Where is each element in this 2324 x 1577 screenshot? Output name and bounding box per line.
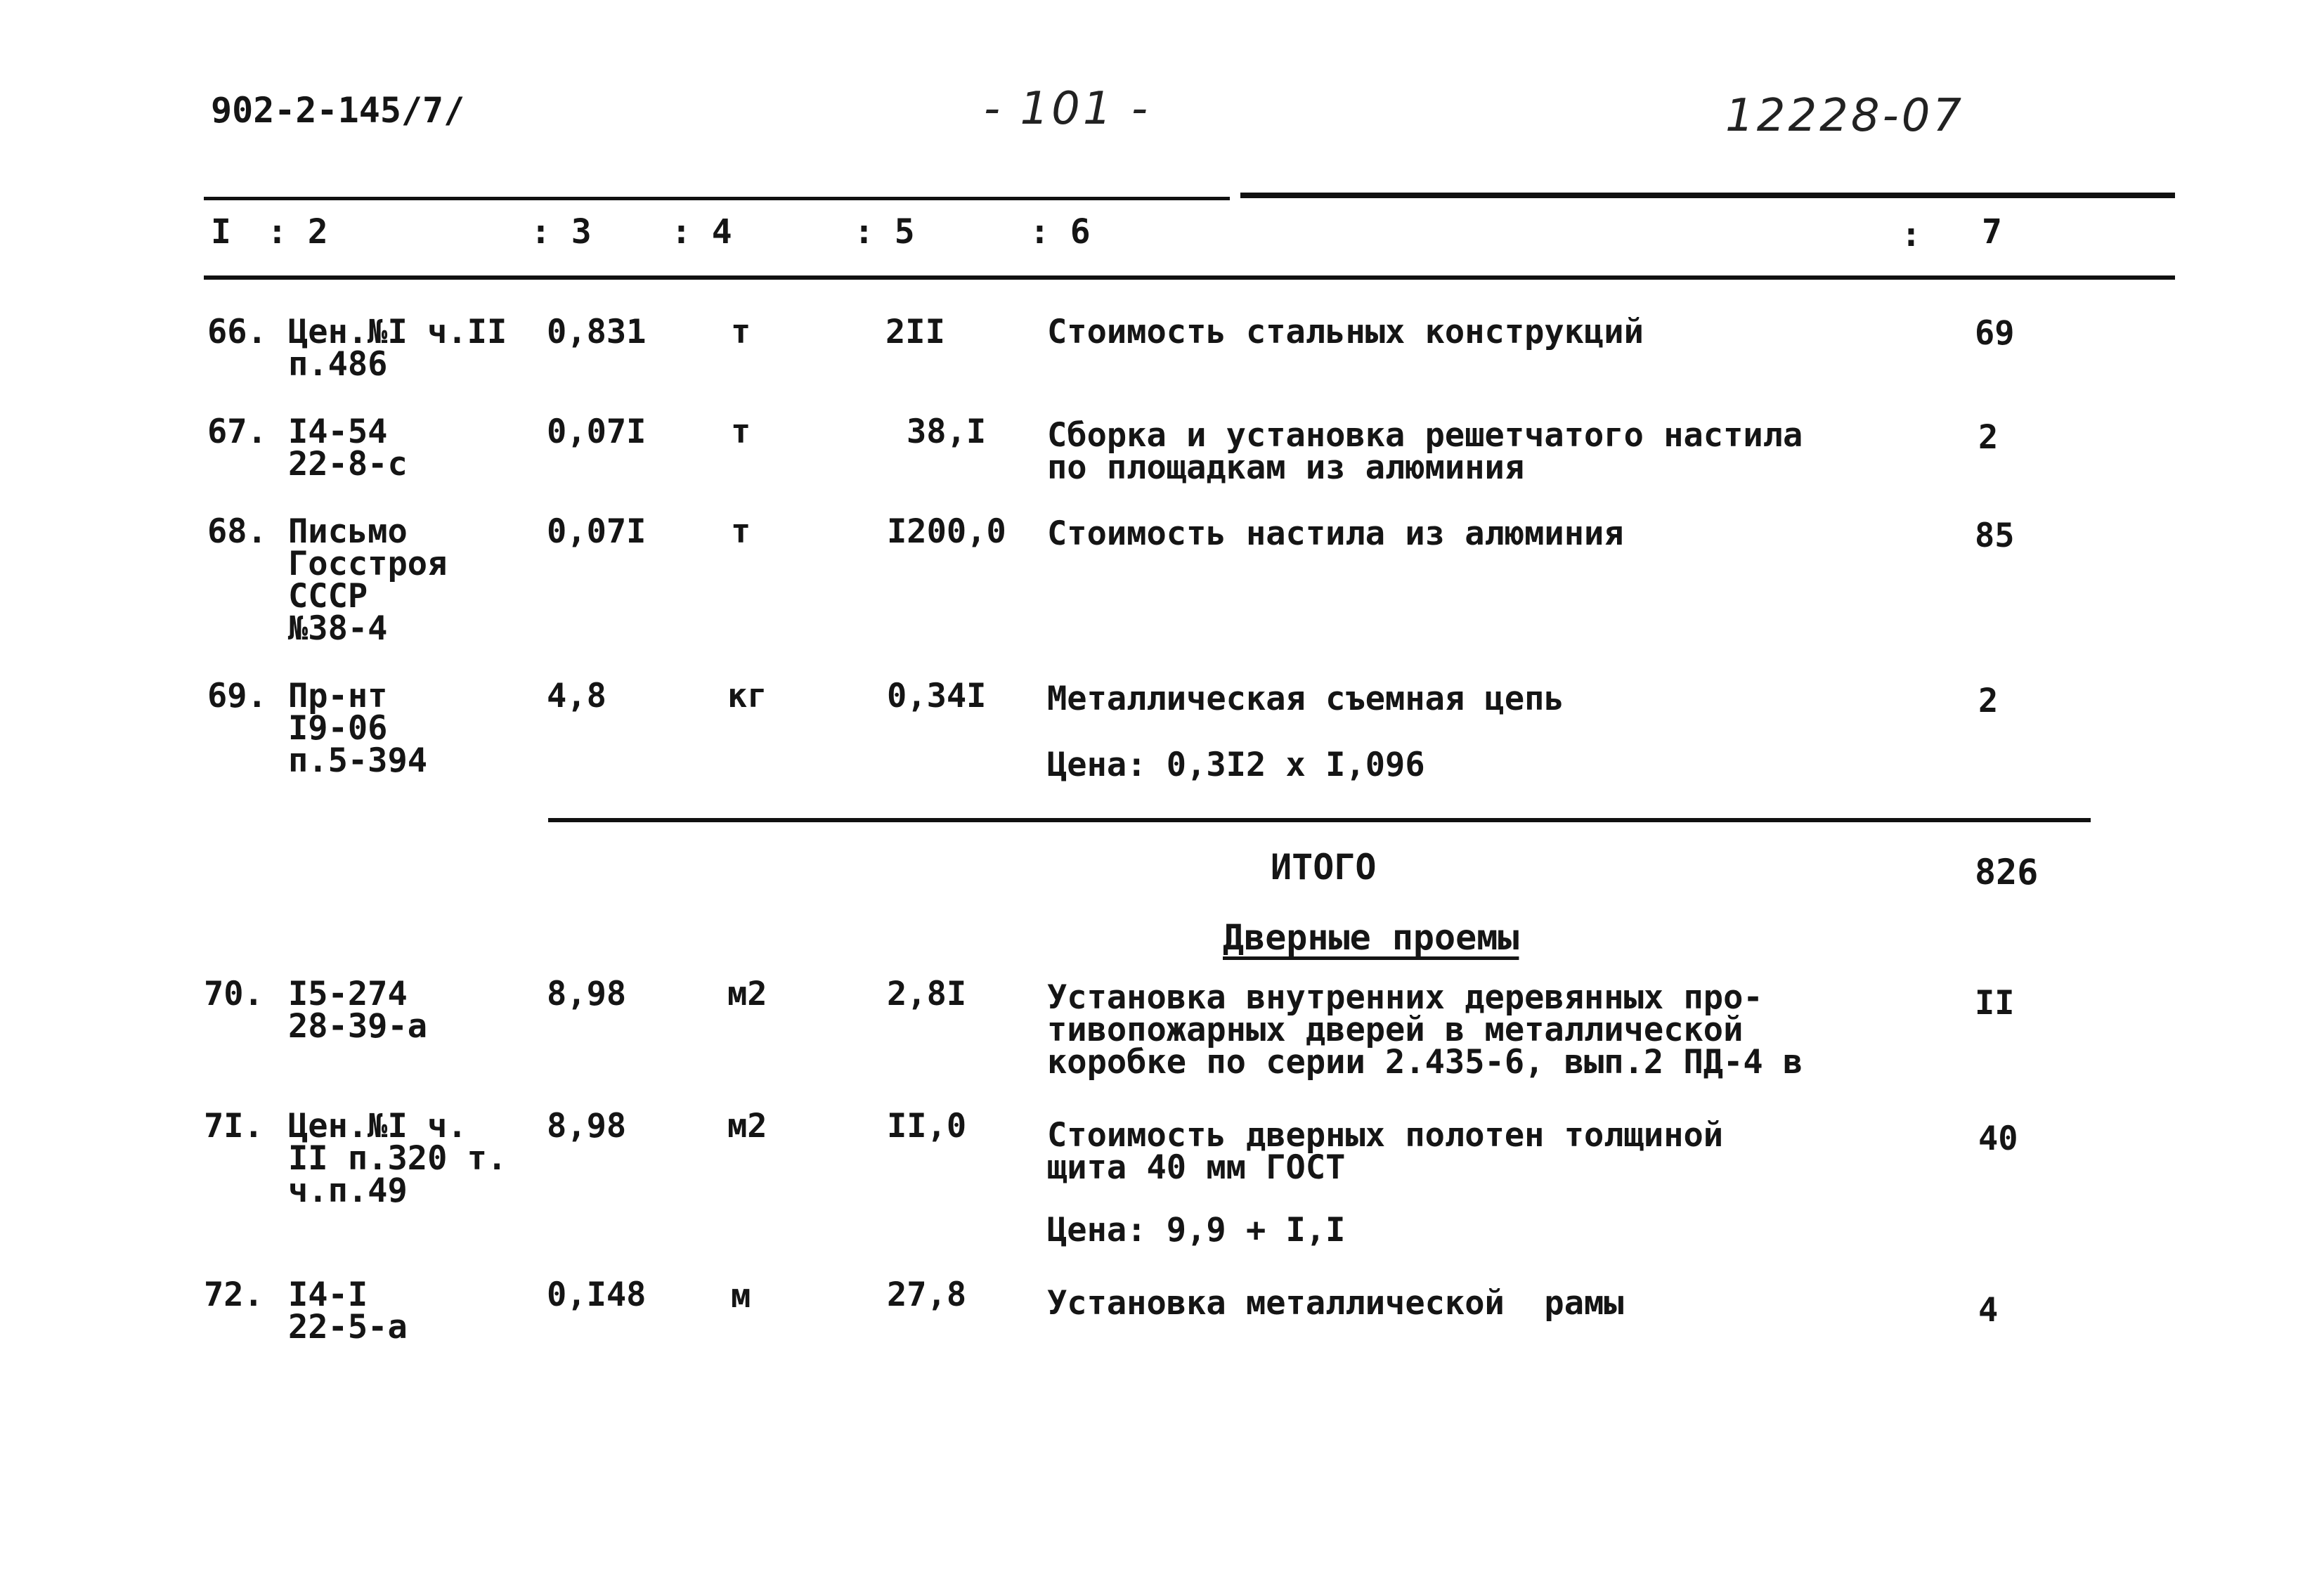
row-number: 68. xyxy=(207,512,267,551)
column-header-sep: : xyxy=(1901,215,1921,254)
row-cost: 2 xyxy=(1978,418,1999,457)
column-header-1: I xyxy=(211,212,231,252)
section-title: Дверные проемы xyxy=(1223,917,1519,958)
row-price: 2,8I xyxy=(887,975,967,1013)
row-quantity: 4,8 xyxy=(547,677,606,715)
column-header-4: : 4 xyxy=(671,212,732,252)
row-quantity: 0,07I xyxy=(547,413,647,451)
column-header-7: 7 xyxy=(1982,212,2002,252)
top-rule-left xyxy=(204,197,1230,200)
document-code: 902-2-145/7/ xyxy=(211,90,465,131)
row-description: Стоимость настила из алюминия xyxy=(1047,514,1624,553)
row-code: I4-I 22-5-а xyxy=(288,1276,408,1346)
row-quantity: 0,07I xyxy=(547,512,647,551)
row-cost: 2 xyxy=(1978,682,1999,720)
row-price: 2II xyxy=(885,313,945,351)
row-description: Стоимость стальных конструкций xyxy=(1047,313,1644,351)
row-code: I5-274 28-39-а xyxy=(288,975,428,1046)
row-number: 66. xyxy=(207,313,267,351)
total-rule xyxy=(548,818,2091,822)
row-price-note: Цена: 9,9 + I,I xyxy=(1047,1211,1346,1250)
row-price: II,0 xyxy=(887,1107,967,1146)
row-code: Письмо Госстроя СССР №38-4 xyxy=(288,512,448,648)
row-price: I200,0 xyxy=(887,512,1006,551)
row-price: 27,8 xyxy=(887,1276,967,1314)
row-description: Металлическая съемная цепь xyxy=(1047,680,1564,718)
column-header-5: : 5 xyxy=(854,212,915,252)
row-price: 38,I xyxy=(907,413,987,451)
row-cost: 4 xyxy=(1978,1291,1999,1330)
row-cost: II xyxy=(1975,984,2015,1023)
row-cost: 40 xyxy=(1978,1120,2018,1158)
header-bottom-rule xyxy=(204,275,2175,280)
row-description: Установка внутренних деревянных про- тивопожарных дверей в металлической коробке по серии 2.435-6, вып.2 ПД-4 в xyxy=(1047,978,1803,1082)
row-code: Пр-нт I9-06 п.5-394 xyxy=(288,677,428,780)
row-price-note: Цена: 0,3I2 х I,096 xyxy=(1047,746,1425,784)
row-number: 67. xyxy=(207,413,267,451)
row-cost: 85 xyxy=(1975,517,2015,555)
row-number: 70. xyxy=(204,975,264,1013)
row-quantity: 0,831 xyxy=(547,313,647,351)
row-quantity: 0,I48 xyxy=(547,1276,647,1314)
column-header-2: : 2 xyxy=(267,212,328,252)
row-description: Сборка и установка решетчатого настила по площадкам из алюминия xyxy=(1047,416,1803,487)
row-code: I4-54 22-8-с xyxy=(288,413,408,484)
row-quantity: 8,98 xyxy=(547,975,627,1013)
row-unit: м2 xyxy=(727,1107,767,1146)
row-unit: м xyxy=(731,1277,751,1316)
total-value: 826 xyxy=(1975,852,2039,893)
row-description: Стоимость дверных полотен толщиной щита 40 мм ГОСТ xyxy=(1047,1116,1724,1187)
row-description: Установка металлической рамы xyxy=(1047,1284,1624,1323)
row-code: Цен.№I ч.II п.486 xyxy=(288,313,507,384)
archive-number: 12228-07 xyxy=(1725,90,1965,142)
row-unit: м2 xyxy=(727,975,767,1013)
row-cost: 69 xyxy=(1975,314,2015,353)
row-code: Цен.№I ч. II п.320 т. ч.п.49 xyxy=(288,1107,507,1210)
column-header-3: : 3 xyxy=(531,212,592,252)
row-number: 72. xyxy=(204,1276,264,1314)
column-header-6: : 6 xyxy=(1030,212,1091,252)
page-number: - 101 - xyxy=(984,83,1151,135)
total-label: ИТОГО xyxy=(1271,847,1377,888)
top-rule-right xyxy=(1240,193,2175,198)
row-unit: т xyxy=(731,512,751,551)
row-unit: т xyxy=(731,313,751,351)
row-unit: кг xyxy=(727,677,767,715)
row-number: 7I. xyxy=(204,1107,264,1146)
row-price: 0,34I xyxy=(887,677,987,715)
row-number: 69. xyxy=(207,677,267,715)
row-unit: т xyxy=(731,413,751,451)
row-quantity: 8,98 xyxy=(547,1107,627,1146)
